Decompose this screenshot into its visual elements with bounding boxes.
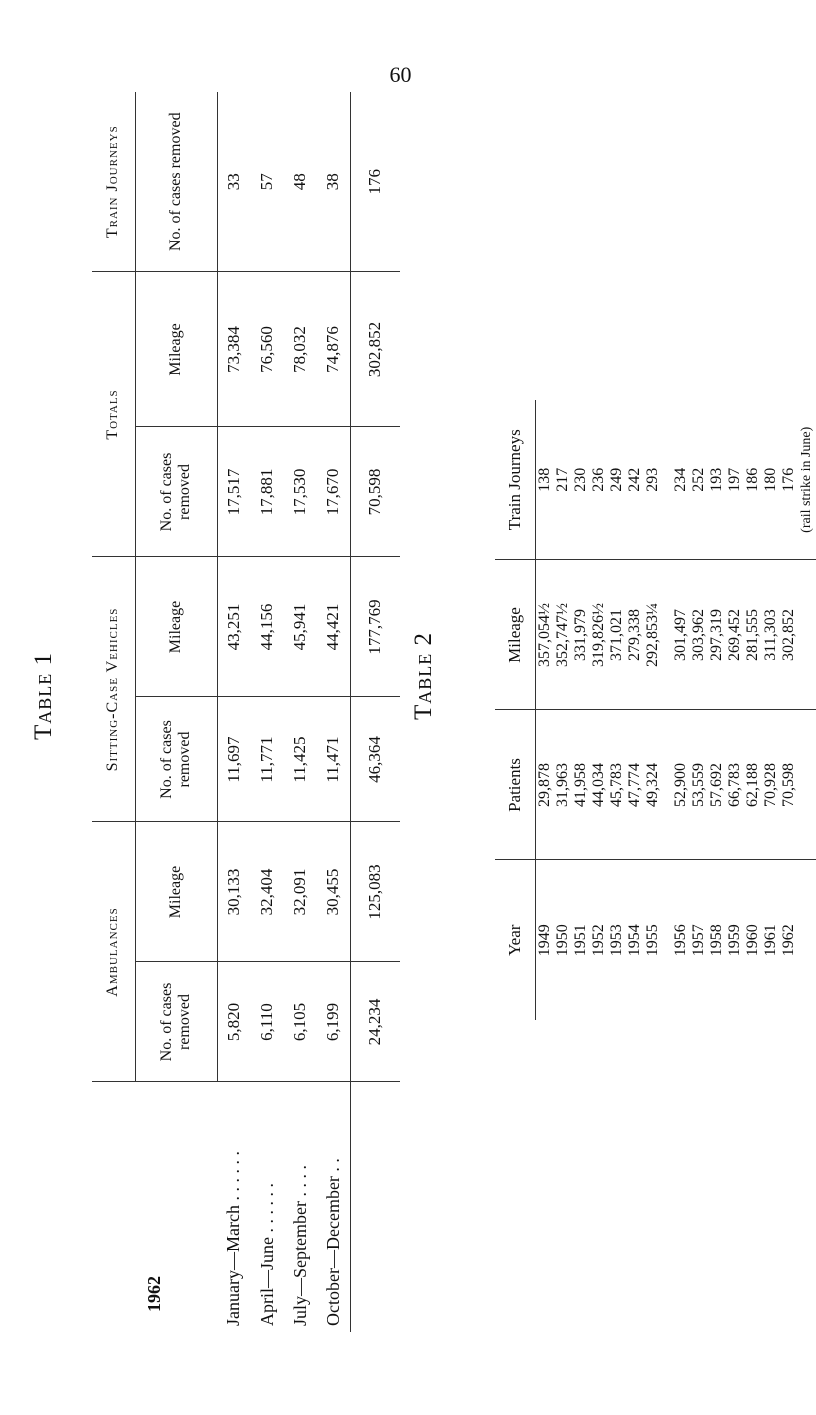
cell-year: 1959 xyxy=(726,924,743,957)
note-row xyxy=(798,400,816,1020)
cell-train: 293 xyxy=(644,400,662,560)
cell: 6,199 xyxy=(317,962,351,1082)
table-row xyxy=(536,400,555,1020)
cell xyxy=(798,860,816,1020)
cell-train: 138 xyxy=(536,400,555,560)
cell: 32,404 xyxy=(251,822,284,962)
cell-patients: 62,188 xyxy=(744,710,762,860)
cell-train: 180 xyxy=(762,400,780,560)
cell-year: 1952 xyxy=(590,924,607,957)
cell: 78,032 xyxy=(284,272,317,427)
table-row xyxy=(284,92,317,1332)
cell: 11,771 xyxy=(251,697,284,822)
table-row xyxy=(217,92,251,1332)
row-label: October—December . . xyxy=(322,1158,343,1326)
cell-patients: 41,958 xyxy=(572,710,590,860)
cell: 30,133 xyxy=(217,822,251,962)
cell-patients: 53,559 xyxy=(690,710,708,860)
cell-train: 186 xyxy=(744,400,762,560)
table-row xyxy=(554,400,572,1020)
table-row xyxy=(572,400,590,1020)
rail-strike-note: (rail strike in June) xyxy=(798,400,816,560)
cell-mileage: 302,852 xyxy=(780,560,798,710)
cell-train: 176 xyxy=(780,400,798,560)
cell: 44,156 xyxy=(251,557,284,697)
cell: 11,425 xyxy=(284,697,317,822)
cell-year: 1956 xyxy=(672,924,689,957)
year-header: 1962 xyxy=(144,1276,165,1312)
table-row xyxy=(317,92,351,1332)
cell-year: 1951 xyxy=(572,924,589,957)
cell: 46,364 xyxy=(350,697,400,822)
cell: 17,670 xyxy=(317,427,351,557)
cell: 73,384 xyxy=(217,272,251,427)
cell-train: 236 xyxy=(590,400,608,560)
cell: 33 xyxy=(217,92,251,272)
group-totals: Totals xyxy=(92,272,135,557)
table-row xyxy=(762,400,780,1020)
cell-train: 217 xyxy=(554,400,572,560)
cell-mileage: 281,555 xyxy=(744,560,762,710)
cell: 17,881 xyxy=(251,427,284,557)
row-label xyxy=(350,1082,400,1332)
cell-year: 1953 xyxy=(608,924,625,957)
cell-mileage: 279,338 xyxy=(626,560,644,710)
cell: 6,105 xyxy=(284,962,317,1082)
page-number: 60 xyxy=(389,62,412,87)
cell: 48 xyxy=(284,92,317,272)
cell-patients: 45,783 xyxy=(608,710,626,860)
cell-mileage: 311,303 xyxy=(762,560,780,710)
cell-train: 197 xyxy=(726,400,744,560)
cell-train: 249 xyxy=(608,400,626,560)
cell-mileage: 297,319 xyxy=(708,560,726,710)
cell xyxy=(798,560,816,710)
cell: 45,941 xyxy=(284,557,317,697)
cell-mileage: 319,826½ xyxy=(590,560,608,710)
cell: 24,234 xyxy=(350,962,400,1082)
cell-train: 252 xyxy=(690,400,708,560)
table-row xyxy=(626,400,644,1020)
table-2-gap xyxy=(662,400,672,1020)
col-patients: Patients xyxy=(495,710,536,860)
cell-mileage: 331,979 xyxy=(572,560,590,710)
row-label: July—September . . . . xyxy=(289,1165,310,1326)
cell: 177,769 xyxy=(350,557,400,697)
table-row xyxy=(608,400,626,1020)
table-2 xyxy=(455,400,814,1020)
cell-mileage: 371,021 xyxy=(608,560,626,710)
cell-patients: 31,963 xyxy=(554,710,572,860)
cell: 76,560 xyxy=(251,272,284,427)
cell-mileage: 269,452 xyxy=(726,560,744,710)
table-row xyxy=(726,400,744,1020)
col-sit-cases: No. of cases removed xyxy=(135,697,217,822)
col-amb-cases: No. of cases removed xyxy=(135,962,217,1082)
cell-year: 1949 xyxy=(536,924,553,957)
cell-train: 234 xyxy=(672,400,690,560)
cell: 11,697 xyxy=(217,697,251,822)
table-2-caption: Table 2 xyxy=(410,631,437,720)
table-row xyxy=(708,400,726,1020)
cell-patients: 49,324 xyxy=(644,710,662,860)
col-mileage: Mileage xyxy=(495,560,536,710)
cell-mileage: 292,853¼ xyxy=(644,560,662,710)
cell-year: 1958 xyxy=(708,924,725,957)
cell-mileage: 357,054½ xyxy=(536,560,555,710)
group-ambulances: Ambulances xyxy=(92,822,135,1082)
col-year: Year xyxy=(495,860,536,1020)
cell-patients: 57,692 xyxy=(708,710,726,860)
table-1-caption: Table 1 xyxy=(30,651,57,740)
col-train-cases: No. of cases removed xyxy=(135,92,217,272)
cell-patients: 52,900 xyxy=(672,710,690,860)
cell: 11,471 xyxy=(317,697,351,822)
col-train-journeys: Train Journeys xyxy=(495,400,536,560)
cell-patients: 29,878 xyxy=(536,710,555,860)
cell: 38 xyxy=(317,92,351,272)
row-label: January—March . . . . . . xyxy=(223,1151,244,1326)
cell-year: 1954 xyxy=(626,924,643,957)
cell xyxy=(798,710,816,860)
table-1 xyxy=(92,92,400,1332)
cell-patients: 66,783 xyxy=(726,710,744,860)
cell-patients: 70,928 xyxy=(762,710,780,860)
col-tot-mileage: Mileage xyxy=(135,272,217,427)
cell-mileage: 352,747½ xyxy=(554,560,572,710)
totals-row xyxy=(350,92,400,1332)
group-train-journeys: Train Journeys xyxy=(92,92,135,272)
row-label: April—June . . . . . . xyxy=(256,1183,277,1326)
cell-patients: 44,034 xyxy=(590,710,608,860)
cell: 32,091 xyxy=(284,822,317,962)
cell: 125,083 xyxy=(350,822,400,962)
cell-year: 1960 xyxy=(744,924,761,957)
table-row xyxy=(590,400,608,1020)
col-tot-cases: No. of cases removed xyxy=(135,427,217,557)
table-2-body-a xyxy=(536,400,663,1020)
cell-year: 1961 xyxy=(762,924,779,957)
col-amb-mileage: Mileage xyxy=(135,822,217,962)
table-row xyxy=(780,400,798,1020)
cell: 6,110 xyxy=(251,962,284,1082)
cell-train: 242 xyxy=(626,400,644,560)
cell: 74,876 xyxy=(317,272,351,427)
cell: 70,598 xyxy=(350,427,400,557)
table-row xyxy=(744,400,762,1020)
cell-year: 1957 xyxy=(690,924,707,957)
table-2-body-b xyxy=(672,400,816,1020)
cell-patients: 70,598 xyxy=(780,710,798,860)
col-sit-mileage: Mileage xyxy=(135,557,217,697)
table-row xyxy=(672,400,690,1020)
table-row xyxy=(251,92,284,1332)
cell: 5,820 xyxy=(217,962,251,1082)
table-row xyxy=(690,400,708,1020)
cell: 17,530 xyxy=(284,427,317,557)
table-2-grid xyxy=(495,400,816,1020)
cell-train: 193 xyxy=(708,400,726,560)
cell-mileage: 301,497 xyxy=(672,560,690,710)
group-sitting-case: Sitting-Case Vehicles xyxy=(92,557,135,822)
cell: 302,852 xyxy=(350,272,400,427)
cell-year: 1955 xyxy=(644,924,661,957)
cell-train: 230 xyxy=(572,400,590,560)
cell: 17,517 xyxy=(217,427,251,557)
table-row xyxy=(644,400,662,1020)
cell-year: 1962 xyxy=(780,924,797,957)
table-1-grid xyxy=(92,92,400,1332)
cell: 30,455 xyxy=(317,822,351,962)
cell-year: 1950 xyxy=(554,924,571,957)
cell: 43,251 xyxy=(217,557,251,697)
cell: 176 xyxy=(350,92,400,272)
cell: 44,421 xyxy=(317,557,351,697)
cell-patients: 47,774 xyxy=(626,710,644,860)
cell-mileage: 303,962 xyxy=(690,560,708,710)
cell: 57 xyxy=(251,92,284,272)
